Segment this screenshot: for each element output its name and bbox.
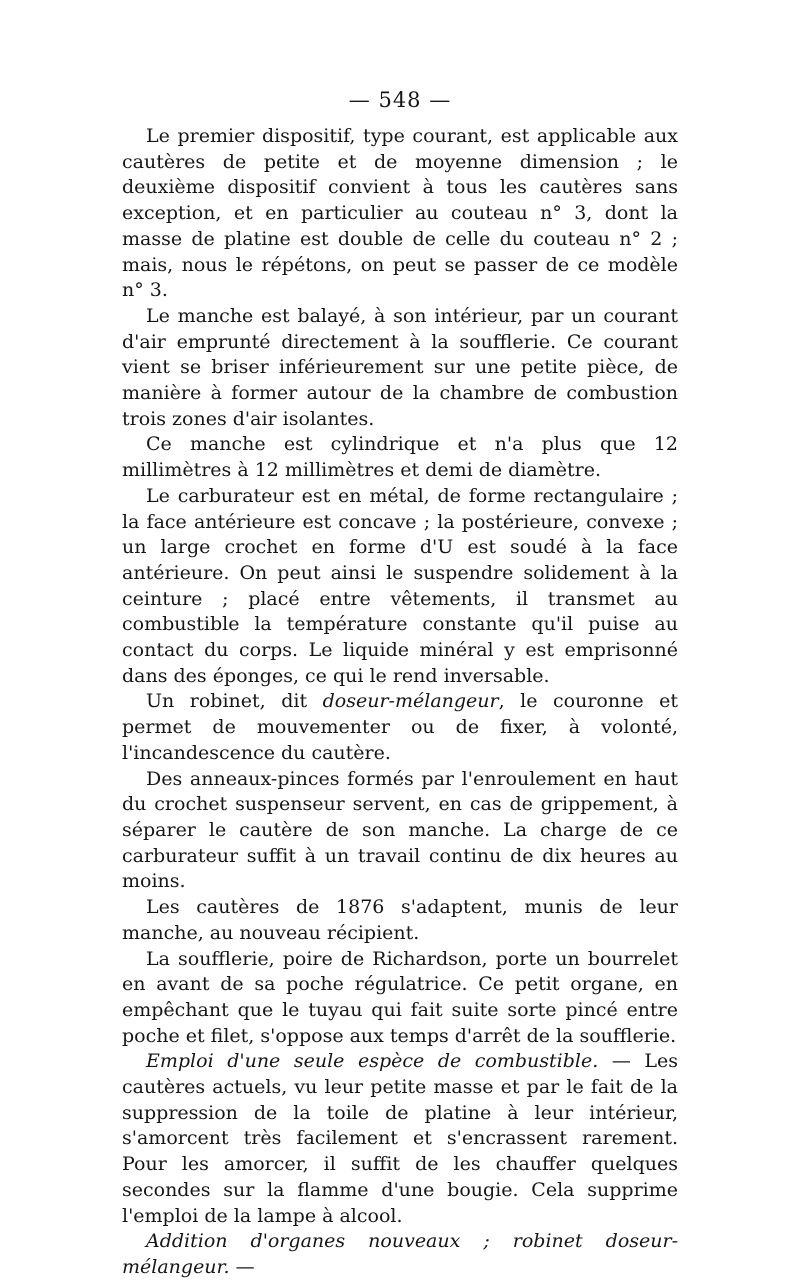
paragraph: Ce manche est cylindrique et n'a plus que 12 millimètres à 12 millimètres et demi de diamètre. — [122, 433, 678, 482]
paragraph: Le manche est balayé, à son intérieur, par un courant d'air emprunté directement à la soufflerie. Ce courant vient se briser inférieurement sur une petite pièce, de manière à former autour de la chambre de combustion trois zones d'air isolantes. — [122, 304, 678, 430]
paragraph: Les cautères de 1876 s'adaptent, munis de leur manche, au nouveau récipient. — [122, 896, 678, 944]
paragraph-text: — — [229, 1255, 255, 1278]
paragraph — [122, 689, 678, 766]
paragraph — [122, 1049, 678, 1229]
paragraph: La soufflerie, poire de Richardson, porte un bourrelet en avant de sa poche régulatrice. Ce petit organe, en empêchant que le tuyau qui fait suite sorte pincé entre poche et filet, s'oppose aux temps d'arrêt de la soufflerie. — [122, 947, 678, 1047]
section-heading-italic: Emploi d'une seule espèce de combustible. — [146, 1050, 599, 1073]
paragraph-text: Un robinet, dit — [146, 690, 323, 713]
paragraph — [122, 1229, 678, 1280]
italic-term: doseur-mélangeur — [322, 690, 499, 713]
paragraph-text: , le couronne et permet de mouvementer ou de fixer, à volonté, l'incandescence du cautère. — [122, 690, 678, 764]
paragraph: Des anneaux-pinces formés par l'enroulement en haut du crochet suspenseur servent, en cas de grippement, à séparer le cautère de son manche. La charge de ce carburateur suffit à un travail continu de dix heures au moins. — [122, 767, 678, 893]
body-text — [122, 124, 678, 1281]
paragraph: Le carburateur est en métal, de forme rectangulaire ; la face antérieure est concave ; la postérieure, convexe ; un large crochet en forme d'U est soudé à la face antérieure. On peut ainsi le suspendre solidement à la ceinture ; placé entre vêtements, il transmet au combustible la température constante qu'il puise au contact du corps. Le liquide minéral y est emprisonné dans des éponges, ce qui le rend inversable. — [122, 484, 678, 687]
paragraph: Le premier dispositif, type courant, est applicable aux cautères de petite et de moyenne dimension ; le deuxième dispositif convient à tous les cautères sans exception, et en particulier au couteau n° 3, dont la masse de platine est double de celle du couteau n° 2 ; mais, nous le répétons, on peut se passer de ce modèle n° 3. — [122, 125, 678, 302]
page-number: — 548 — — [348, 88, 452, 112]
paragraph-text: — Les cautères actuels, vu leur petite masse et par le fait de la suppression de la toile de platine à leur intérieur, s'amorcent très facilement et s'encrassent rarement. Pour les amorcer, il suffit de les chauffer quelques secondes sur la flamme d'une bougie. Cela supprime l'emploi de la lampe à alcool. — [122, 1050, 678, 1227]
section-heading-italic: Addition d'organes nouveaux ; robinet doseur-mélangeur. — [122, 1230, 678, 1278]
